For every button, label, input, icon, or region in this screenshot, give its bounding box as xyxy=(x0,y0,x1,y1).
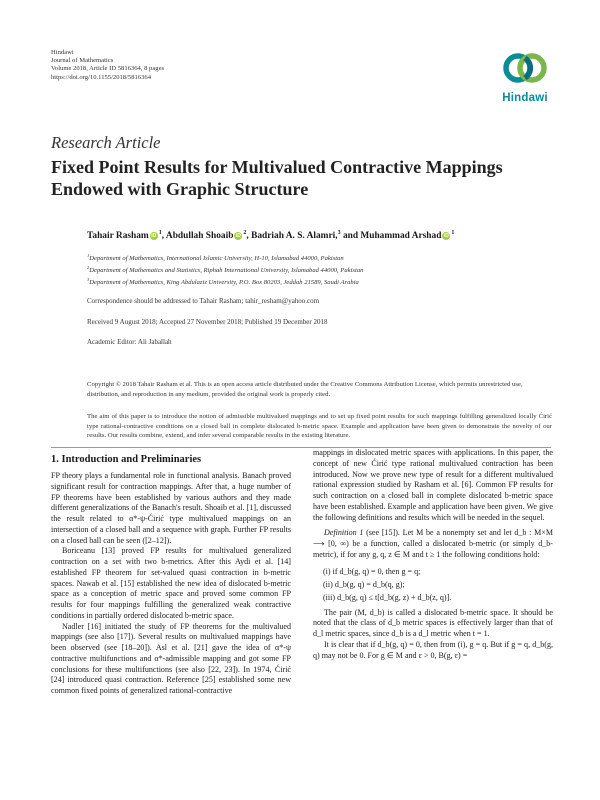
affiliation-2 xyxy=(87,265,363,274)
journal-volume: Volume 2018, Article ID 5816364, 8 pages xyxy=(51,65,165,73)
definition-text: Let M be a nonempty set and let d_b : M×M ⟶ [0, ∞) be a function, called a dislocated b-metric (or simply d_b-metric), if for any g, q, z ∈ M and t ≥ 1 the following conditions hold: xyxy=(313,528,553,559)
definition-reference: (see [15]). xyxy=(366,528,400,538)
author-affiliation-number: 1 xyxy=(158,230,162,236)
author-affiliation-number: 2 xyxy=(243,230,247,236)
orcid-icon[interactable]: iD xyxy=(235,233,241,240)
author-name[interactable]: Muhammad Arshad xyxy=(360,231,442,242)
author-name[interactable]: Badriah A. S. Alamri, xyxy=(251,231,338,242)
author-affiliation-number: 1 xyxy=(451,230,455,236)
logo-ring-overlap xyxy=(525,58,530,78)
author-affiliation-number: 3 xyxy=(337,230,341,236)
journal-meta xyxy=(51,49,164,82)
definition xyxy=(313,528,553,560)
condition-list xyxy=(313,565,553,604)
paragraph: Nadler [16] initiated the study of FP theorems for the multivalued mappings (see also [17]). Several results on multivalued mappings have been observed (see [18–20]). Asl et al. [21] gave the idea of α*-ψ contractive multifunctions and α*-admissible mapping and got some FP conclusions for these multifunctions (see also [22, 23]). In 1974, Ćirić [24] introduced quasi contraction. Reference [25] established some new common fixed points of generalized rational-contractive xyxy=(51,621,291,695)
affiliation-number: 1 xyxy=(87,253,90,258)
condition-item: (ii) d_b(g, q) = d_b(q, g); xyxy=(323,579,405,589)
author-separator: and xyxy=(340,231,361,242)
right-column xyxy=(313,448,553,661)
affiliation-text: Department of Mathematics and Statistics, Riphah International University, Islamabad 44000, Pakistan xyxy=(89,267,364,275)
affiliation-text: Department of Mathematics, King Abdulaziz University, P.O. Box 80203, Jeddah 21589, Saudi Arabia xyxy=(89,279,359,287)
hindawi-logo-text: Hindawi xyxy=(502,92,548,104)
affiliation-number: 2 xyxy=(87,265,90,270)
author-name[interactable]: Tahair Rasham xyxy=(87,231,149,242)
condition-item: (i) if d_b(g, q) = 0, then g = q; xyxy=(323,566,421,576)
affiliation-number: 3 xyxy=(87,277,90,282)
author-separator: , xyxy=(246,231,252,242)
author-list xyxy=(87,230,454,241)
academic-editor: Academic Editor: Ali Jaballah xyxy=(87,338,172,346)
article-type: Research Article xyxy=(51,133,161,152)
orcid-icon[interactable]: iD xyxy=(151,233,157,240)
orcid-icon[interactable]: iD xyxy=(443,233,449,240)
author-separator: , xyxy=(161,231,166,242)
paragraph: mappings in dislocated metric spaces with applications. In this paper, the concept of new Ćirić type rational multivalued contraction has been introduced. Now we prove new type of result for a different multivalued rational expression studied by Rasham et al. [6]. Common FP results for such contraction on a closed ball in complete dislocated b-metric space have been established. Example and application have been given. We give the following definitions and results which will be needed in the sequel. xyxy=(313,448,553,522)
copyright-notice: Copyright © 2018 Tahair Rasham et al. This is an open access article distributed under the Creative Commons Attribution License, which permits unrestricted use, distribution, and reproduction in any medium, provided the original work is properly cited. xyxy=(87,381,523,398)
affiliation-1 xyxy=(87,253,344,262)
left-column xyxy=(51,448,291,697)
article-title: Fixed Point Results for Multivalued Contractive Mappings Endowed with Graphic Structure xyxy=(51,157,503,199)
journal-publisher: Hindawi xyxy=(51,49,74,56)
correspondence[interactable]: Correspondence should be addressed to Tahair Rasham; tahir_resham@yahoo.com xyxy=(87,297,320,305)
paragraph: Boriceanu [13] proved FP results for multivalued generalized contraction on a set with two b-metrics. After this Aydi et al. [14] established FP theorem for set-valued quasi contraction in b-metric spaces. Nawab et al. [15] established the new idea of dislocated b-metric space as a conception of metric space and proved some common FP results for four mappings fulfilling the generalized weak contractive conditions in partially ordered dislocated b-metric space. xyxy=(51,546,291,620)
publication-dates: Received 9 August 2018; Accepted 27 November 2018; Published 19 December 2018 xyxy=(87,318,328,326)
paragraph: It is clear that if d_b(g, q) = 0, then from (i), g = q. But if g = q, d_b(g, q) may not be 0. For g ∈ M and ε > 0, B(g, ε) = xyxy=(313,639,553,660)
condition-item: (iii) d_b(g, q) ≤ t[d_b(g, z) + d_b(z, q)]. xyxy=(323,592,452,602)
affiliation-text: Department of Mathematics, International Islamic University, H-10, Islamabad 44000, Pakistan xyxy=(89,255,344,263)
abstract: The aim of this paper is to introduce the notion of admissible multivalued mappings and to set up fixed point results for such mappings fulfilling generalized locally Ćirić type rational-contractive conditions on a closed ball in complete dislocated b-metric space. Example and application have been given to demonstrate the novelty of our results. Our results combine, extend, and infer several comparable results in the existing literature. xyxy=(87,413,552,440)
author-name[interactable]: Abdullah Shoaib xyxy=(165,231,234,242)
definition-label: Definition 1 xyxy=(324,528,364,538)
affiliation-3 xyxy=(87,277,359,286)
paragraph: FP theory plays a fundamental role in functional analysis. Banach proved significant result for contraction mappings. After that, a huge number of FP theorems have been established by various authors and they made different generalizations of the Banach's result. Shoaib et al. [1], discussed the result related to α*-ψ-Ćirić type multivalued mappings on an intersection of a closed ball and a sequence with graph. Further FP results on a closed ball can be seen ([2–12]). xyxy=(51,471,291,545)
journal-doi-link[interactable]: https://doi.org/10.1155/2018/5816364 xyxy=(51,73,152,81)
journal-name: Journal of Mathematics xyxy=(51,57,114,65)
paragraph: The pair (M, d_b) is called a dislocated b-metric space. It should be noted that the class of d_b metric spaces is effectively larger than that of d_l metric spaces, since d_b is a d_l metric when t = 1. xyxy=(313,607,553,638)
section-heading: 1. Introduction and Preliminaries xyxy=(51,454,202,465)
